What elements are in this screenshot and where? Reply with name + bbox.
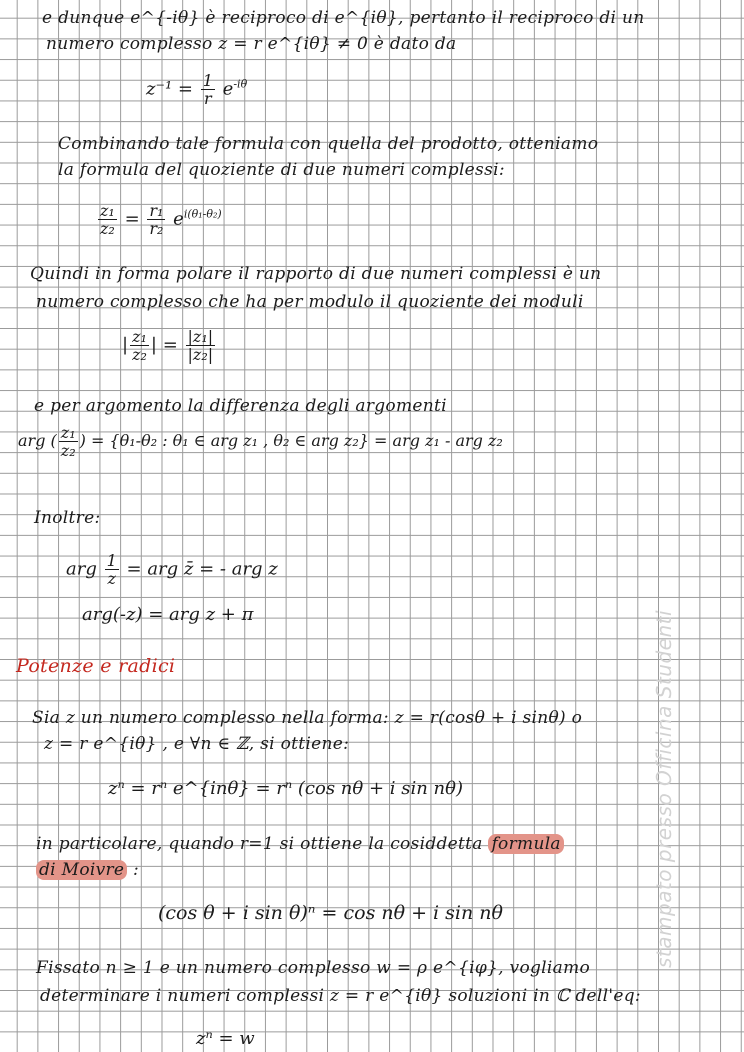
numerator: r₁ (149, 201, 164, 220)
text-line (36, 834, 564, 854)
exponent: i(θ₁-θ₂) (183, 207, 222, 221)
numerator: z₁ (60, 423, 76, 442)
denominator: z₂ (132, 345, 147, 364)
formula-de-moivre: (cos θ + i sin θ)ⁿ = cos nθ + i sin nθ (158, 902, 503, 924)
formula-arg-inverse (66, 552, 278, 587)
fraction (59, 424, 78, 459)
fraction (98, 202, 117, 237)
text-segment: in particolare, quando r=1 si ottiene la cosiddetta (36, 834, 483, 854)
text-line: la formula del quoziente di due numeri complessi: (58, 160, 505, 180)
numerator: |z₁| (187, 327, 214, 346)
denominator: z₂ (100, 219, 115, 238)
denominator: r₂ (149, 219, 164, 238)
numerator: 1 (202, 71, 213, 90)
fraction (105, 552, 119, 587)
text-line: Quindi in forma polare il rapporto di due numeri complessi è un (30, 264, 602, 284)
section-heading: Potenze e radici (16, 655, 176, 677)
watermark: stampato presso Officina Studenti (652, 609, 676, 968)
highlighted-term: formula (488, 834, 563, 854)
text-line: Fissato n ≥ 1 e un numero complesso w = ρ e^{iφ}, vogliamo (36, 958, 591, 978)
formula-rhs: = arg z̄ = - arg z (126, 558, 278, 580)
fraction (147, 202, 165, 237)
text-line: numero complesso che ha per modulo il quoziente dei moduli (36, 292, 584, 312)
text-line: numero complesso z = r e^{iθ} ≠ 0 è dato da (46, 34, 457, 54)
text-line: e dunque e^{-iθ} è reciproco di e^{iθ}, pertanto il reciproco di un (42, 8, 645, 28)
text-line: Inoltre: (34, 508, 101, 528)
formula-rhs: = {θ₁-θ₂ : θ₁ ∈ arg z₁ , θ₂ ∈ arg z₂} = arg z₁ - arg z₂ (90, 431, 503, 450)
formula-inverse (146, 72, 247, 107)
text-line: Combinando tale formula con quella del prodotto, otteniamo (58, 134, 599, 154)
arg-prefix: arg (18, 431, 46, 450)
highlighted-term: di Moivre (36, 860, 127, 880)
fraction (130, 328, 149, 363)
formula-quotient: $\frac{\text{z₁}}{\text{z₂}}$ = $\frac{\text{r₁}}{\text{r₂}}$ $e^{i(\theta_1-\theta_2)}$ (100, 201, 222, 238)
fraction (201, 72, 215, 107)
formula-lhs: z⁻¹ = (146, 78, 194, 100)
arg-prefix: arg (66, 558, 97, 580)
formula-equation: zⁿ = w (196, 1028, 255, 1049)
text-line: z = r e^{iθ} , e ∀n ∈ ℤ, si ottiene: (44, 734, 350, 754)
formula-power: zⁿ = rⁿ e^{inθ} = rⁿ (cos nθ + i sin nθ) (108, 778, 463, 799)
numerator: z₁ (100, 201, 115, 220)
denominator: r (204, 89, 212, 108)
denominator: z₂ (60, 441, 76, 460)
exponent: -iθ (233, 77, 248, 91)
exp-base: e (173, 208, 184, 230)
text-line (36, 860, 139, 880)
formula-arg: arg ( $\frac{\text{z₁}}{\text{z₂}}$ ) = {θ₁-θ₂ : θ₁ ∈ arg z₁ , θ₂ ∈ arg z₂} = arg z₁ - arg z₂ (18, 423, 503, 460)
denominator: z (107, 569, 116, 588)
denominator: |z₂| (187, 345, 214, 364)
numerator: z₁ (132, 327, 147, 346)
fraction (186, 328, 216, 363)
formula-modulus: | $\frac{\text{z₁}}{\text{z₂}}$ | = $\frac{\text{|z₁|}}{\text{|z₂|}}$ (122, 327, 214, 364)
exp-base: e (222, 78, 234, 100)
text-line: determinare i numeri complessi z = r e^{iθ} soluzioni in ℂ dell'eq: (40, 986, 641, 1006)
numerator: 1 (106, 551, 117, 570)
text-segment: : (133, 860, 140, 880)
formula-arg-negative: arg(-z) = arg z + π (82, 604, 254, 625)
text-line: Sia z un numero complesso nella forma: z = r(cosθ + i sinθ) o (32, 708, 583, 728)
text-line: e per argomento la differenza degli argomenti (34, 396, 447, 416)
